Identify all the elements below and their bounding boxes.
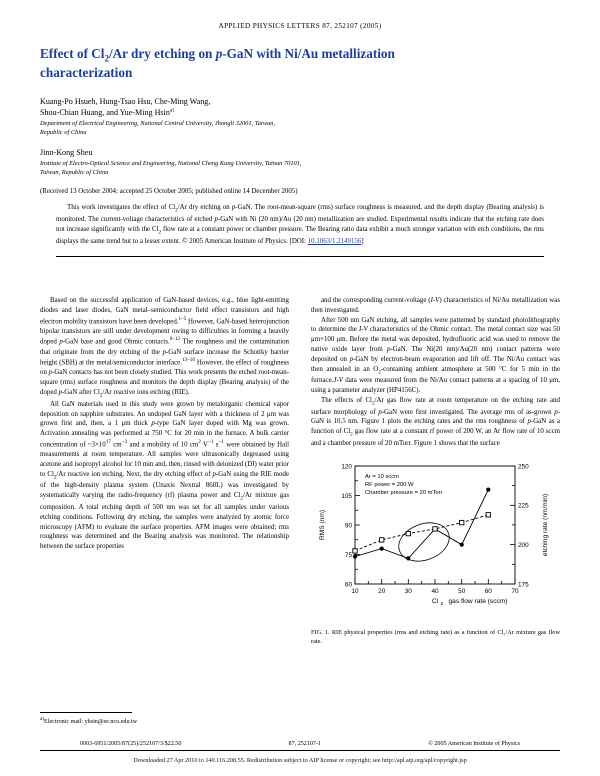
column-right xyxy=(311,296,560,646)
svg-text:200: 200 xyxy=(518,541,529,549)
title-text-a: Effect of Cl xyxy=(40,46,105,61)
svg-text:70: 70 xyxy=(511,587,519,595)
svg-text:10: 10 xyxy=(351,587,359,595)
svg-text:Ar = 10 sccm: Ar = 10 sccm xyxy=(365,473,399,480)
authors-line-3: Jinn-Kong Sheu xyxy=(40,147,93,157)
author-group-2 xyxy=(40,147,560,158)
svg-text:60: 60 xyxy=(484,587,492,595)
svg-text:250: 250 xyxy=(518,463,529,471)
svg-text:RMS (nm): RMS (nm) xyxy=(319,509,326,540)
svg-text:225: 225 xyxy=(518,502,529,510)
body-columns xyxy=(40,296,560,646)
affiliation-1 xyxy=(40,119,560,137)
abstract-seg-2: /Ar dry etching on xyxy=(177,203,232,211)
svg-text:RF power = 200 W: RF power = 200 W xyxy=(365,481,414,488)
svg-text:60: 60 xyxy=(344,581,352,589)
paragraph: All GaN materials used in this study were grown by metalorganic chemical vapor deposition on sapphire substrates. An undoped GaN layer with a thickness of 2 μm was grown first and, then, a 1 μm thick p-type GaN layer doped with Mg was grown. Activation annealing was performed at 750 °C for 20 min in the furnace. A bulk carrier concentration of $\sim 3\times 10^{17}$ $cm^{-3}$ and a mobility of 10 $cm^2$ $V^{-1}$ $s^{-1}$ were obtained by Hall measurements at room temperature. All samples were ultrasonically degreased using acetone and isopropyl alcohol for 10 min and, then, rinsed with deionized (DI) water prior to $Cl_2/Ar$ reactive ion etching. Next, the dry etching effect of p-GaN using the RIE mode of the high-density plasma system (Unaxis Nextral 860L) was investigated by systematically varying the radio-frequency (rf) plasma power and $Cl_2/Ar$ mixture gas composition. A total etching depth of 500 nm was set for all samples under various etching conditions. Following dry etching, the samples were analyzed by atomic force microscopy (AFM) to evaluate the surface properties. AFM images were obtained; rms roughness was determined and the Bearing analysis was monitored. The relationship between the surface properties xyxy=(40,400,290,551)
affiliation-1-line-2: Republic of China xyxy=(40,129,87,137)
authors-line-1: Kuang-Po Hsueh, Hung-Tsao Hsu, Che-Ming Wang, xyxy=(40,97,211,107)
received-dates: (Received 13 October 2004; accepted 25 October 2005; published online 14 December 2005) xyxy=(40,187,298,195)
abstract-seg-3: -GaN. The root-mean-square (rms) surface roughness is measured, and the depth display (Bearing analysis) is monitored. The current-voltage characteristics of etched xyxy=(56,203,544,223)
title-line-2: characterization xyxy=(40,65,133,81)
svg-text:Chamber pressure = 20 mTorr: Chamber pressure = 20 mTorr xyxy=(365,489,443,496)
title-text-b: /Ar dry etching on xyxy=(108,46,216,61)
paragraph: and the corresponding current-voltage (I-V) characteristics of Ni/Au metallization was then investigated. xyxy=(311,297,561,314)
affiliation-2-line-2: Taiwan, Republic of China xyxy=(40,168,109,176)
author-group-1 xyxy=(40,96,560,118)
footnote xyxy=(40,716,290,726)
abstract-seg-5: flow rate at a constant power or chamber pressure. The Bearing ratio data exhibit a much stronger variation with etch conditions, the rms displays the same trend but to a lesser extent. © 2005 American Institute of Physics. [DOI: xyxy=(56,225,544,245)
svg-text:120: 120 xyxy=(341,463,352,471)
footer-right: © 2005 American Institute of Physics xyxy=(428,741,520,747)
page-title xyxy=(40,46,560,82)
svg-text:175: 175 xyxy=(518,581,529,589)
abstract-seg-1: This work investigates the effect of Cl xyxy=(67,203,176,211)
svg-text:50: 50 xyxy=(458,587,466,595)
footnote-marker: a) xyxy=(40,716,45,722)
journal-header: APPLIED PHYSICS LETTERS 87, 252107 (2005) xyxy=(218,22,382,30)
abstract: This work investigates the effect of $Cl_2/Ar$ dry etching on p-GaN. The root-mean-square (rms) surface roughness is measured, and the depth display (Bearing analysis) is monitored. The current-voltage characteristics of etched p-GaN with Ni (20 nm)/Au (20 nm) metallization are studied. Experimental results indicate that the etching rate does not increase significantly with the $Cl_2$ flow rate at a constant power or chamber pressure. The Bearing ratio data exhibit a much stronger variation with etch conditions, the rms displays the same trend but to a lesser extent. © 2005 American Institute of Physics. [DOI: 10.1063/1.2149156] xyxy=(56,203,544,245)
figure-1-caption: FIG. 1. RIE physical properties (rms and etching rate) as a function of Cl₂/Ar mixture gas flow rate. xyxy=(311,628,560,645)
svg-text:40: 40 xyxy=(431,587,439,595)
svg-text:20: 20 xyxy=(378,587,386,595)
paragraph: After 500 nm GaN etching, all samples were patterned by standard photolithography to determine the I-V characteristics of the Ohmic contact. The metal contact size was 50 μm×100 μm. Before the metal was deposited, hydrofluoric acid was used to remove the native oxide layer from p-GaN. The Ni(20 nm)/Au(20 nm) contact patterns were deposited on p-GaN by electron-beam evaporation and lift off. The Ni/Au contact was then annealed in an $O_2$-containing ambient atmosphere at 500 °C for 5 min in the furnace.J-V data were measured from the Ni/Au contact patterns at a spacing of 10 μm, using a parameter analyzer (HP4156C). xyxy=(311,316,561,395)
footer-left: 0003-6951/2005/87(25)/252107/3/$22.50 xyxy=(80,741,182,747)
affiliation-2 xyxy=(40,159,560,177)
figure-1 xyxy=(311,456,560,646)
title-line-1 xyxy=(40,46,560,82)
footnote-text: Electronic mail: yhsin@ee.ncu.edu.tw xyxy=(44,719,138,726)
figure-1-plot xyxy=(311,456,560,624)
authors-line-2: Shou-Chian Huang, and Yue-Ming Hsin xyxy=(40,108,170,118)
header-divider xyxy=(56,256,544,257)
svg-text:2: 2 xyxy=(440,601,444,607)
author-footnote-marker: a) xyxy=(169,107,174,114)
column-left xyxy=(40,296,289,646)
svg-text:30: 30 xyxy=(404,587,412,595)
svg-text:etching rate (nm/min): etching rate (nm/min) xyxy=(542,493,549,556)
affiliation-1-line-1: Department of Electrical Engineering, National Central University, Jhongli 32001, Taiwan, xyxy=(40,120,275,128)
paragraph: The effects of $Cl_2/Ar$ gas flow rate at room temperature on the etching rate and surface morphology of p-GaN were first investigated. The average rms of as-grown p-GaN is 10.5 nm. Figure 1 plots the etching rates and the rms roughness of p-GaN as a function of $Cl_2$ gas flow rate at a constant rf power of 200 W, an Ar flow rate of 10 sccm and a chamber pressure of 20 mTorr. Figure 1 shows that the surface xyxy=(311,396,560,448)
svg-text:gas flow rate (sccm): gas flow rate (sccm) xyxy=(448,597,508,605)
abstract-seg-6: ] xyxy=(361,237,364,245)
footnote-divider xyxy=(40,712,132,713)
title-sub-2: 2 xyxy=(104,53,109,64)
abstract-seg-4: -GaN with Ni (20 nm)/Au (20 nm) metallization are studied. Experimental results indicate that the etching rate does not increase significantly with the Cl xyxy=(56,215,544,233)
footer-center: 87, 252107-1 xyxy=(288,741,322,747)
download-notice: Downloaded 27 Apr 2010 to 140.116.208.55. Redistribution subject to AIP license or copyright; see http://apl.aip.org/apl/copyright.jsp xyxy=(133,757,467,764)
svg-text:75: 75 xyxy=(344,551,352,559)
title-ital-p: p xyxy=(215,46,223,61)
svg-text:105: 105 xyxy=(341,492,352,500)
page-footer xyxy=(0,741,600,751)
doi-link[interactable]: 10.1063/1.2149156 xyxy=(307,237,362,245)
svg-text:90: 90 xyxy=(344,522,352,530)
title-text-c: -GaN with Ni/Au metallization xyxy=(222,46,395,61)
affiliation-2-line-1: Institute of Electro-Optical Science and Engineering, National Cheng Kung University, Tainan 70101, xyxy=(40,159,302,167)
paragraph: Based on the successful application of GaN-based devices, e.g., blue light-emitting diodes and laser diodes, GaN metal–semiconductor field effect transistors and high electron mobility transistors have been developed.$^{1-5}$ However, GaN-based heterojunction bipolar transistors are still under development owing to difficulties in forming a heavily doped p-GaN base and good Ohmic contacts.$^{6-12}$ The roughness and the contamination that originate from the dry etching of the p-GaN surface increase the Schottky barrier height (SBH) at the metal/semiconductor interface.$^{13-16}$ However, the effect of roughness on p-GaN contacts has not been closely studied. This work presents the etched root-mean-square (rms) surface roughness and monitors the depth display (Bearing analysis) of the doped p-GaN after $Cl_2/Ar$ reactive ions etching (RIE). xyxy=(40,297,290,399)
svg-text:Cl: Cl xyxy=(431,597,439,605)
